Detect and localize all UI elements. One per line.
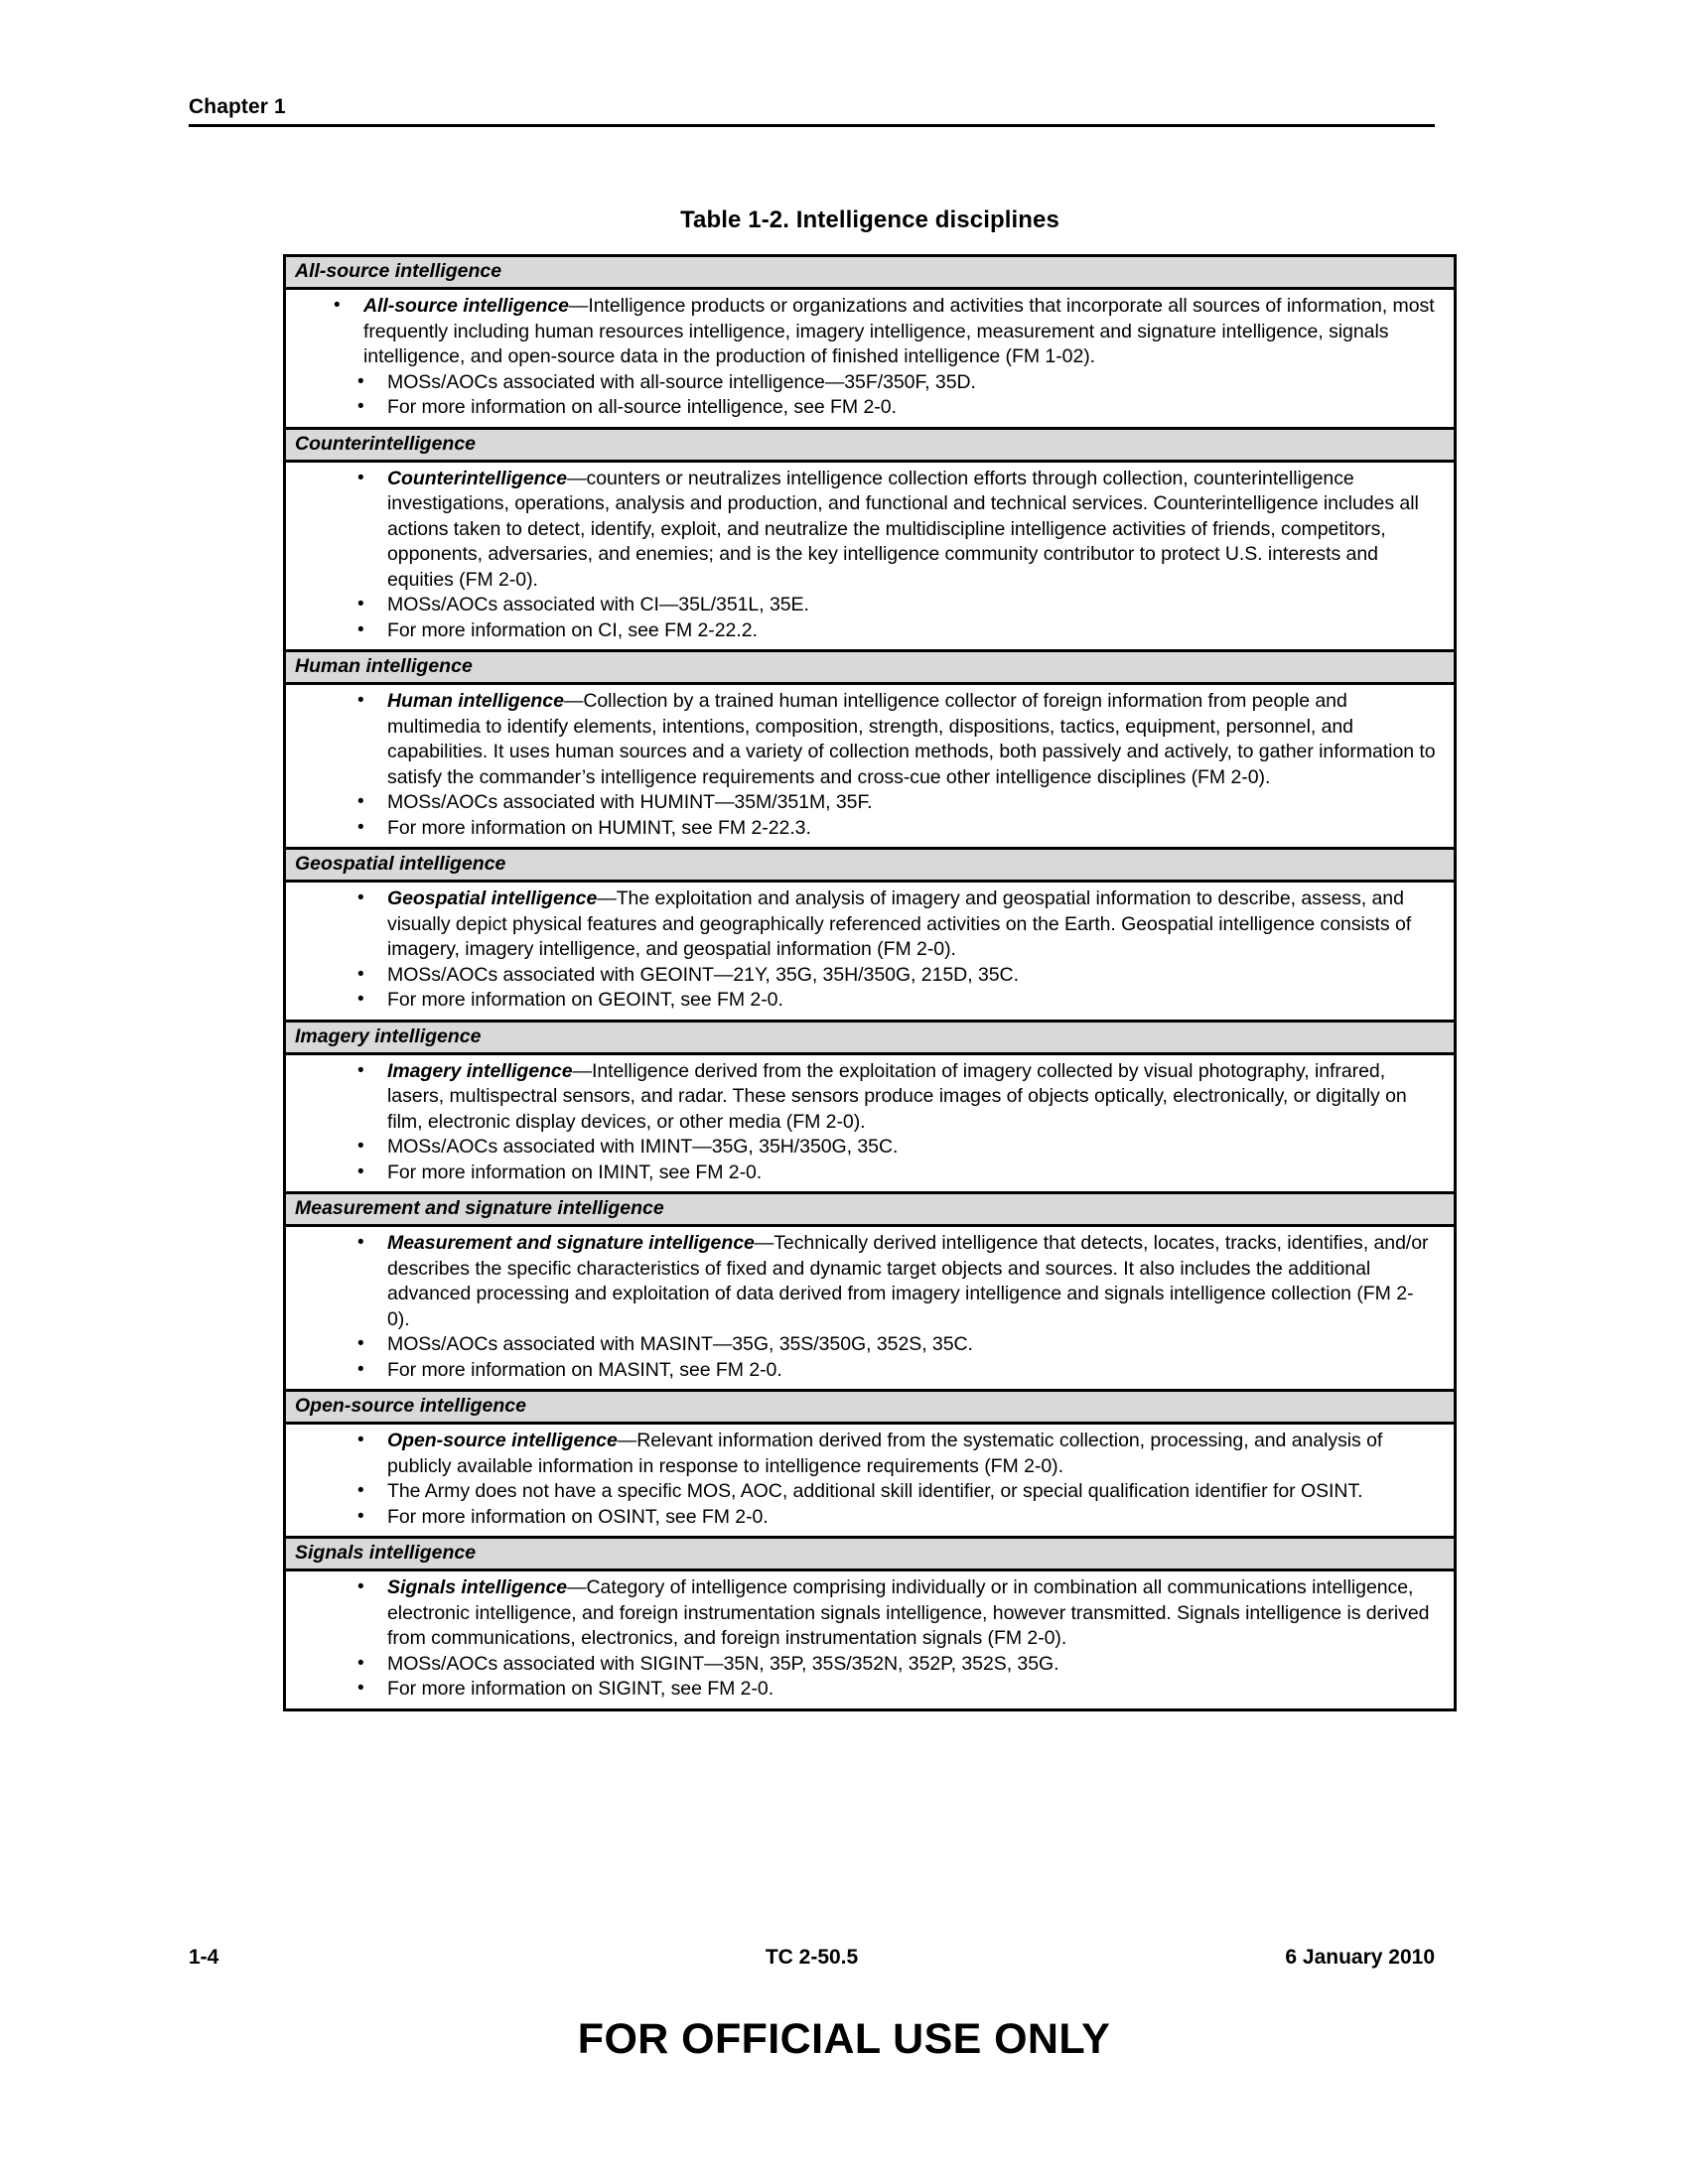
discipline-section-header: Geospatial intelligence xyxy=(286,847,1454,883)
running-header xyxy=(189,94,1435,127)
discipline-description: MOSs/AOCs associated with MASINT—35G, 35S/350G, 352S, 35C. xyxy=(387,1333,973,1355)
distribution-statement: FOR OFFICIAL USE ONLY xyxy=(577,2015,1111,2063)
discipline-description: For more information on HUMINT, see FM 2-22.3. xyxy=(387,816,811,839)
discipline-term: Geospatial intelligence xyxy=(387,887,598,909)
discipline-description: MOSs/AOCs associated with IMINT—35G, 35H/350G, 35C. xyxy=(387,1136,899,1158)
discipline-description: MOSs/AOCs associated with SIGINT—35N, 35P, 35S/352N, 352P, 352S, 35G. xyxy=(387,1652,1059,1675)
discipline-bullet-list xyxy=(286,467,1454,644)
discipline-description: —Relevant information derived from the systematic collection, processing, and analysis of publicly available information in response to intelligence requirements (FM 2-0). xyxy=(387,1430,1383,1477)
discipline-section-header: Imagery intelligence xyxy=(286,1020,1454,1055)
discipline-bullet xyxy=(286,370,1454,396)
chapter-label: Chapter 1 xyxy=(189,95,286,118)
discipline-section xyxy=(286,649,1454,847)
discipline-section-body xyxy=(286,883,1454,1020)
discipline-description: —Category of intelligence comprising individually or in combination all communications intelligence, electronic intelligence, and foreign instrumentation signals intelligence, however transmitted. Signals intelligence is derived from communications, electronics, and foreign instrumentation signals (FM 2-0). xyxy=(387,1576,1430,1649)
discipline-bullet xyxy=(286,618,1454,644)
discipline-section-body xyxy=(286,1571,1454,1708)
discipline-term: Human intelligence xyxy=(387,690,564,712)
discipline-bullet-list xyxy=(286,689,1454,841)
discipline-term: Open-source intelligence xyxy=(387,1430,618,1451)
discipline-section xyxy=(286,847,1454,1020)
discipline-section-body xyxy=(286,685,1454,847)
discipline-bullet xyxy=(286,1479,1454,1505)
discipline-bullet xyxy=(286,1429,1454,1479)
discipline-description: For more information on all-source intelligence, see FM 2-0. xyxy=(387,396,897,418)
discipline-bullet xyxy=(286,1160,1454,1186)
header-rule xyxy=(189,124,1435,127)
discipline-section xyxy=(286,427,1454,650)
discipline-description: MOSs/AOCs associated with HUMINT—35M/351M, 35F. xyxy=(387,791,873,813)
discipline-description: For more information on MASINT, see FM 2-0. xyxy=(387,1358,782,1381)
discipline-bullet-list xyxy=(286,1575,1454,1703)
discipline-bullet xyxy=(286,294,1454,370)
discipline-bullet xyxy=(286,963,1454,989)
discipline-bullet xyxy=(286,593,1454,618)
discipline-bullet xyxy=(286,887,1454,963)
discipline-description: For more information on SIGINT, see FM 2-0. xyxy=(387,1678,774,1700)
discipline-description: —The exploitation and analysis of imagery and geospatial information to describe, assess, and visually depict physical features and geographically referenced activities on the Earth. Geospatial intelligence consists of imagery, imagery intelligence, and geospatial information (FM 2-0). xyxy=(387,887,1412,960)
discipline-bullet xyxy=(286,1231,1454,1332)
discipline-term: Counterintelligence xyxy=(387,467,568,489)
discipline-term: Signals intelligence xyxy=(387,1576,568,1598)
discipline-description: MOSs/AOCs associated with CI—35L/351L, 35E. xyxy=(387,594,809,615)
discipline-bullet-list xyxy=(286,1231,1454,1383)
discipline-description: —Intelligence products or organizations and activities that incorporate all sources of information, most frequently including human resources intelligence, imagery intelligence, measurement and signature intelligence, signals intelligence, and open-source data in the production of finished intelligence (FM 1-02). xyxy=(363,295,1435,367)
discipline-section-body xyxy=(286,1055,1454,1192)
discipline-bullet xyxy=(286,816,1454,842)
discipline-description: —Technically derived intelligence that detects, locates, tracks, identifies, and/or describes the specific characteristics of fixed and dynamic target objects and sources. It also includes the additional advanced processing and exploitation of data derived from imagery intelligence and signals intelligence collection (FM 2-0). xyxy=(387,1232,1429,1330)
discipline-description: MOSs/AOCs associated with all-source intelligence—35F/350F, 35D. xyxy=(387,370,976,393)
discipline-bullet xyxy=(286,1059,1454,1136)
publication-id: TC 2-50.5 xyxy=(765,1946,859,1969)
discipline-bullet-list xyxy=(286,1429,1454,1530)
discipline-description: MOSs/AOCs associated with GEOINT—21Y, 35G, 35H/350G, 215D, 35C. xyxy=(387,963,1019,986)
discipline-bullet xyxy=(286,988,1454,1014)
discipline-section-body xyxy=(286,463,1454,650)
discipline-bullet xyxy=(286,1575,1454,1652)
discipline-description: —Collection by a trained human intelligence collector of foreign information from people and multimedia to identify elements, intentions, composition, strength, dispositions, tactics, equipment, personnel, and capabilities. It uses human sources and a variety of collection methods, both passively and actively, to gather information to satisfy the commander’s intelligence requirements and cross-cue other intelligence disciplines (FM 2-0). xyxy=(387,690,1436,788)
discipline-section-header: Human intelligence xyxy=(286,649,1454,685)
discipline-term: Measurement and signature intelligence xyxy=(387,1232,755,1254)
discipline-section xyxy=(286,1389,1454,1536)
discipline-section-body xyxy=(286,1227,1454,1389)
discipline-term: All-source intelligence xyxy=(363,295,569,317)
discipline-description: For more information on CI, see FM 2-22.2. xyxy=(387,618,758,641)
discipline-section xyxy=(286,1536,1454,1708)
discipline-bullet-list xyxy=(286,294,1454,421)
discipline-bullet xyxy=(286,1677,1454,1703)
discipline-section-header: Signals intelligence xyxy=(286,1536,1454,1571)
page-number: 1-4 xyxy=(189,1946,219,1969)
discipline-bullet xyxy=(286,1505,1454,1531)
discipline-section xyxy=(286,257,1454,427)
discipline-bullet xyxy=(286,689,1454,790)
discipline-section-body xyxy=(286,1425,1454,1536)
discipline-description: The Army does not have a specific MOS, AOC, additional skill identifier, or special qualification identifier for OSINT. xyxy=(387,1480,1363,1502)
discipline-description: For more information on OSINT, see FM 2-0. xyxy=(387,1505,769,1528)
discipline-bullet xyxy=(286,790,1454,816)
intelligence-disciplines-table xyxy=(283,254,1457,1711)
discipline-bullet xyxy=(286,467,1454,594)
discipline-term: Imagery intelligence xyxy=(387,1059,573,1082)
publication-date: 6 January 2010 xyxy=(1285,1946,1435,1969)
discipline-section-header: Counterintelligence xyxy=(286,427,1454,463)
discipline-bullet-list xyxy=(286,887,1454,1014)
discipline-bullet xyxy=(286,395,1454,421)
discipline-bullet xyxy=(286,1332,1454,1358)
discipline-section-header: All-source intelligence xyxy=(286,257,1454,290)
discipline-bullet xyxy=(286,1652,1454,1678)
discipline-description: For more information on IMINT, see FM 2-0. xyxy=(387,1160,763,1183)
discipline-description: For more information on GEOINT, see FM 2-0. xyxy=(387,989,783,1011)
discipline-section xyxy=(286,1020,1454,1192)
page-footer xyxy=(189,1946,1435,1976)
discipline-bullet-list xyxy=(286,1059,1454,1186)
discipline-section xyxy=(286,1191,1454,1389)
discipline-section-header: Open-source intelligence xyxy=(286,1389,1454,1425)
discipline-bullet xyxy=(286,1358,1454,1384)
discipline-description: —Intelligence derived from the exploitation of imagery collected by visual photography, infrared, lasers, multispectral sensors, and radar. These sensors produce images of objects optically, electronically, or digitally on film, electronic display devices, or other media (FM 2-0). xyxy=(387,1059,1407,1133)
discipline-section-header: Measurement and signature intelligence xyxy=(286,1191,1454,1227)
discipline-description: —counters or neutralizes intelligence collection efforts through collection, counterintelligence investigations, operations, analysis and production, and functional and technical services. Counterintelligence includes all actions taken to detect, identify, exploit, and neutralize the multidiscipline intelligence activities of friends, competitors, opponents, adversaries, and enemies; and is the key intelligence community contributor to protect U.S. interests and equities (FM 2-0). xyxy=(387,467,1419,591)
discipline-bullet xyxy=(286,1135,1454,1160)
discipline-section-body xyxy=(286,290,1454,427)
table-caption: Table 1-2. Intelligence disciplines xyxy=(680,206,1059,233)
